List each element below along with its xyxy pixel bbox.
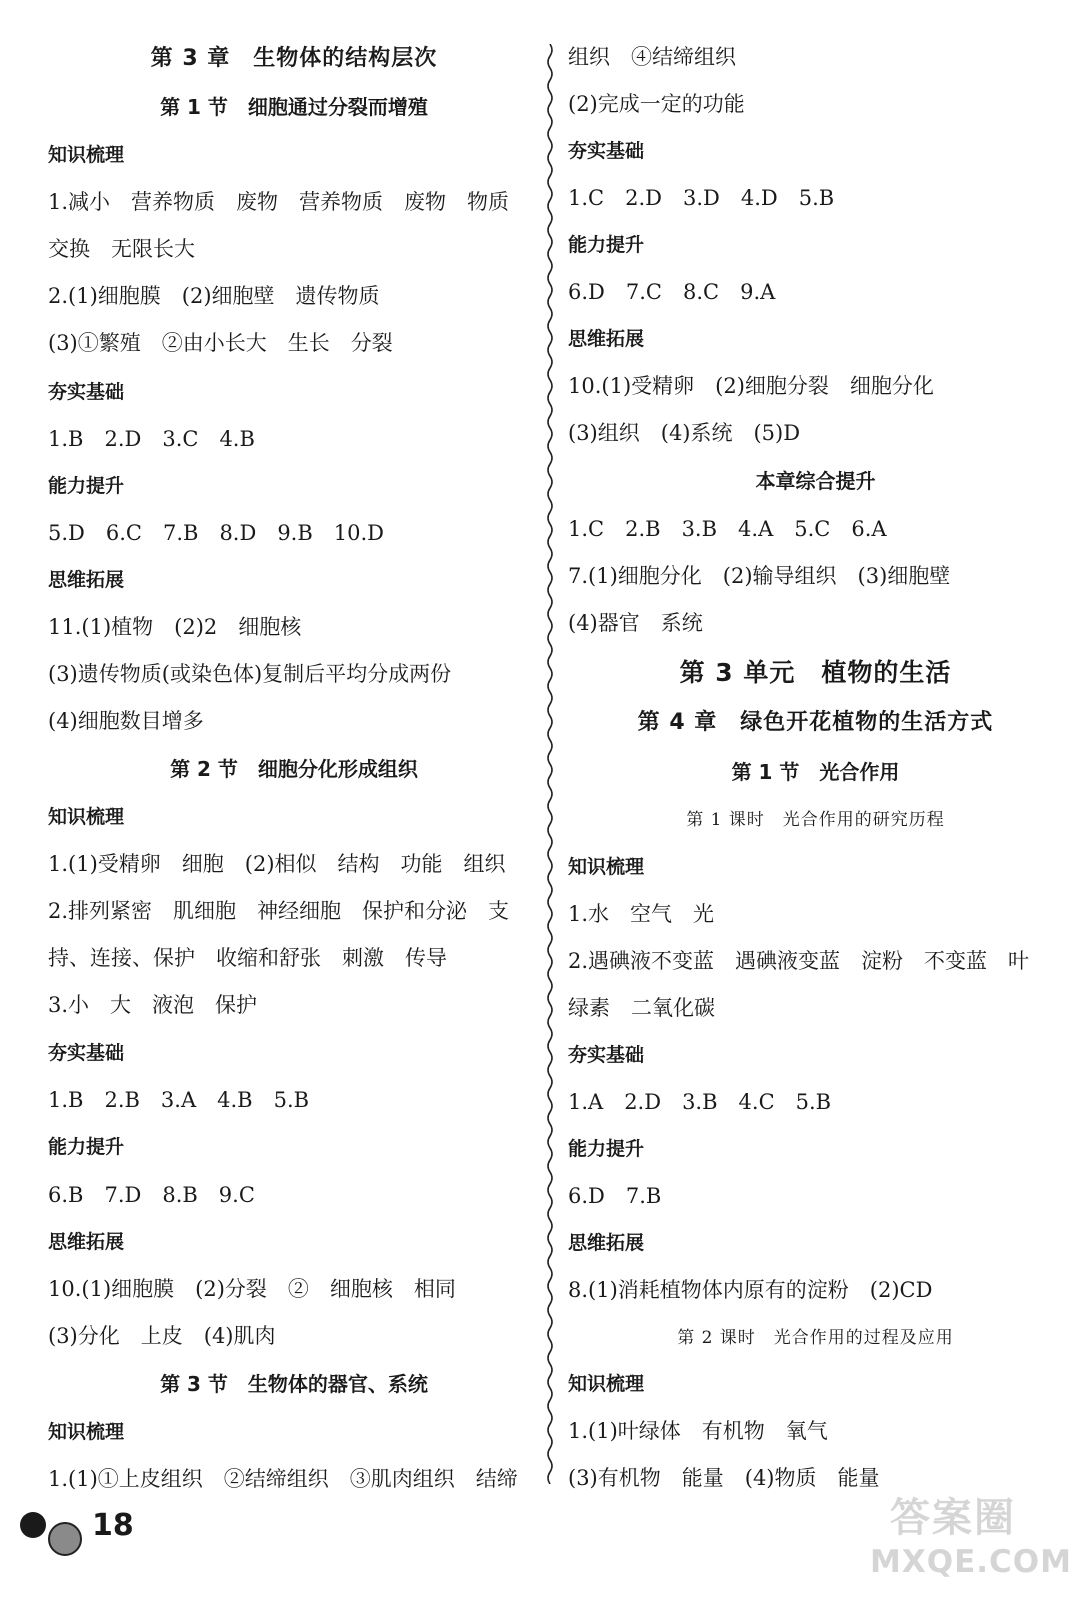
bullet-dot-icon bbox=[20, 1512, 46, 1538]
answer-line: 5.D 6.C 7.B 8.D 9.B 10.D bbox=[48, 521, 385, 545]
subsection-heading: 思维拓展 bbox=[48, 1231, 125, 1253]
subsection-heading: 知识梳理 bbox=[48, 1421, 125, 1443]
chapter-title: 第 4 章 绿色开花植物的生活方式 bbox=[637, 710, 994, 735]
answer-line: 1.C 2.B 3.B 4.A 5.C 6.A bbox=[568, 517, 887, 541]
badge-icon bbox=[48, 1522, 82, 1556]
subsection-heading: 思维拓展 bbox=[48, 569, 125, 591]
answer-line: 10.(1)受精卵 (2)细胞分裂 细胞分化 bbox=[568, 374, 934, 398]
subsection-heading: 思维拓展 bbox=[568, 328, 645, 350]
subsection-heading: 知识梳理 bbox=[48, 806, 125, 828]
answer-line: (3)有机物 能量 (4)物质 能量 bbox=[568, 1466, 880, 1490]
section-title: 本章综合提升 bbox=[755, 469, 876, 493]
answer-line: (3)遗传物质(或染色体)复制后平均分成两份 bbox=[48, 662, 452, 686]
answer-line: 1.水 空气 光 bbox=[568, 902, 715, 926]
answer-line: (3)分化 上皮 (4)肌肉 bbox=[48, 1324, 276, 1348]
answer-line: 3.小 大 液泡 保护 bbox=[48, 993, 258, 1017]
section-title: 第 2 节 细胞分化形成组织 bbox=[170, 757, 418, 781]
answer-line: 2.排列紧密 肌细胞 神经细胞 保护和分泌 支 bbox=[48, 899, 510, 923]
answer-line: 2.遇碘液不变蓝 遇碘液变蓝 淀粉 不变蓝 叶 bbox=[568, 949, 1030, 973]
answer-line: 绿素 二氧化碳 bbox=[568, 996, 715, 1020]
answer-line: 组织 ④结缔组织 bbox=[568, 45, 736, 69]
answer-line: 1.C 2.D 3.D 4.D 5.B bbox=[568, 186, 835, 210]
answer-line: 11.(1)植物 (2)2 细胞核 bbox=[48, 615, 302, 639]
answer-line: 6.B 7.D 8.B 9.C bbox=[48, 1183, 255, 1207]
page-footer bbox=[20, 1506, 160, 1566]
section-title: 第 1 节 光合作用 bbox=[731, 760, 900, 784]
answer-line: 1.A 2.D 3.B 4.C 5.B bbox=[568, 1090, 832, 1114]
answer-line: 1.(1)叶绿体 有机物 氧气 bbox=[568, 1419, 828, 1443]
answer-line: (3)①繁殖 ②由小长大 生长 分裂 bbox=[48, 331, 393, 355]
unit-title: 第 3 单元 植物的生活 bbox=[679, 658, 952, 687]
answer-line: 2.(1)细胞膜 (2)细胞壁 遗传物质 bbox=[48, 284, 380, 308]
lesson-title: 第 2 课时 光合作用的过程及应用 bbox=[677, 1328, 954, 1348]
subsection-heading: 夯实基础 bbox=[48, 381, 125, 403]
subsection-heading: 夯实基础 bbox=[568, 140, 645, 162]
answer-line: (3)组织 (4)系统 (5)D bbox=[568, 421, 801, 445]
chapter-title: 第 3 章 生物体的结构层次 bbox=[150, 46, 438, 71]
answer-line: 10.(1)细胞膜 (2)分裂 ② 细胞核 相同 bbox=[48, 1277, 456, 1301]
subsection-heading: 能力提升 bbox=[48, 475, 125, 497]
watermark-site: MXQE.COM bbox=[870, 1544, 1073, 1580]
subsection-heading: 能力提升 bbox=[48, 1136, 125, 1158]
answer-line: 交换 无限长大 bbox=[48, 237, 195, 261]
section-title: 第 1 节 细胞通过分裂而增殖 bbox=[160, 95, 428, 119]
subsection-heading: 夯实基础 bbox=[568, 1044, 645, 1066]
answer-line: 持、连接、保护 收缩和舒张 刺激 传导 bbox=[48, 946, 447, 970]
answer-line: 7.(1)细胞分化 (2)输导组织 (3)细胞壁 bbox=[568, 564, 951, 588]
answer-line: (4)器官 系统 bbox=[568, 611, 703, 635]
watermark bbox=[870, 1486, 1075, 1590]
answer-line: 1.B 2.B 3.A 4.B 5.B bbox=[48, 1088, 310, 1112]
answer-line: (2)完成一定的功能 bbox=[568, 92, 745, 116]
answer-line: 1.(1)受精卵 细胞 (2)相似 结构 功能 组织 bbox=[48, 852, 506, 876]
subsection-heading: 思维拓展 bbox=[568, 1232, 645, 1254]
lesson-title: 第 1 课时 光合作用的研究历程 bbox=[686, 810, 945, 830]
subsection-heading: 能力提升 bbox=[568, 1138, 645, 1160]
answer-line: 1.减小 营养物质 废物 营养物质 废物 物质 bbox=[48, 190, 510, 214]
column-divider bbox=[545, 44, 555, 1484]
answer-line: 6.D 7.C 8.C 9.A bbox=[568, 280, 776, 304]
subsection-heading: 知识梳理 bbox=[568, 856, 645, 878]
section-title: 第 3 节 生物体的器官、系统 bbox=[160, 1372, 428, 1396]
answer-line: 1.B 2.D 3.C 4.B bbox=[48, 427, 255, 451]
subsection-heading: 知识梳理 bbox=[48, 144, 125, 166]
answer-line: (4)细胞数目增多 bbox=[48, 709, 204, 733]
answer-line: 6.D 7.B bbox=[568, 1184, 662, 1208]
subsection-heading: 知识梳理 bbox=[568, 1373, 645, 1395]
subsection-heading: 夯实基础 bbox=[48, 1042, 125, 1064]
answer-line: 8.(1)消耗植物体内原有的淀粉 (2)CD bbox=[568, 1278, 933, 1302]
answer-line: 1.(1)①上皮组织 ②结缔组织 ③肌肉组织 结缔 bbox=[48, 1467, 518, 1491]
page-number: 18 bbox=[92, 1508, 134, 1543]
subsection-heading: 能力提升 bbox=[568, 234, 645, 256]
watermark-logo: 答案圈 bbox=[890, 1495, 1016, 1541]
